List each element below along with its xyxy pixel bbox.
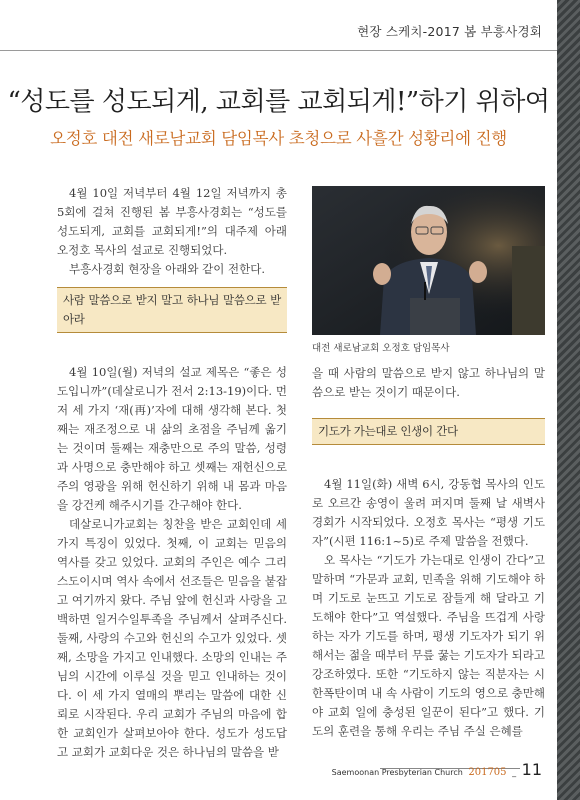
paragraph: 데살로니가교회는 칭찬을 받은 교회인데 세 가지 특징이 있었다. 첫째, 이 교회는 믿음의 역사를 갖고 있었다. 교회의 주인은 예수 그리스도이시며 역사 속에서 선조들은 믿음을 붙잡고 여기까지 왔다. 주님 앞에 헌신과 사랑을 고백하면 일거수일투족을 주님께서 살펴주신다. 둘째, 사랑의 수고와 헌신의 수고가 있었다. 셋째, 소망을 가지고 인내했다. 소망의 인내는 주님의 시간에 이루실 것을 믿고 인내하는 것이다. 이 세 가지 열매의 뿌리는 말씀에 대한 신뢰로 시작된다. 우리 교회가 주님의 마음에 합한 교회인가 살펴보아야 한다. 성도가 성도답고 교회가 교회다운 것은 하나님의 말씀을 받 <box>57 517 287 759</box>
section-label: 현장 스케치-2017 봄 부흥사경회 <box>357 24 542 39</box>
section-heading: 기도가 가는대로 인생이 간다 <box>312 418 545 445</box>
paragraph: 오 목사는 “기도가 가는대로 인생이 간다”고 말하며 “가문과 교회, 민족을 위해 기도해야 하며 기도로 눈뜨고 기도로 잠들게 해 달라고 기도해야 한다”고 역설했다. 주님을 뜨겁게 사랑하는 자가 기도를 하며, 평생 기도자가 되기 위해서는 젊을 때부터 무릎 꿇는 기도자가 되라고 강조하였다. 또한 “기도하지 않는 직분자는 시한폭탄이며 내 속 사람이 기도의 영으로 충만해야 교회 일에 충성된 일꾼이 된다”고 했다. 기도의 훈련을 통해 우리는 주님 주실 은혜를 <box>312 553 546 738</box>
paragraph: 4월 10일 저녁부터 4월 12일 저녁까지 총 5회에 걸쳐 진행된 봄 부흥사경회는 “성도를 성도되게, 교회를 교회되게!”의 대주제 아래 오정호 목사의 설교로 진행되었다. <box>57 186 287 257</box>
article-subtitle: 오정호 대전 새로남교회 담임목사 초청으로 사흘간 성황리에 진행 <box>50 129 507 148</box>
header-rule <box>0 50 557 51</box>
page-footer <box>332 760 542 779</box>
article-title: “성도를 성도되게, 교회를 교회되게!”하기 위하여 <box>7 87 550 117</box>
left-column <box>57 184 287 762</box>
right-column <box>312 364 545 741</box>
paragraph: 4월 10일(월) 저녁의 설교 제목은 “좋은 성도입니까”(데살로니가 전서 2:13-19)이다. 먼저 세 가지 ‘재(再)’자에 대해 생각해 본다. 첫째는 재조정으로 내 삶의 초점을 주님께 옮기는 것이며 둘째는 재충만으로 주의 말씀, 성령과 사명으로 충만해야 하고 셋째는 재헌신으로 주의 영광을 위해 헌신하기 위해 내 몸과 마음을 강건케 해주시기를 간구해야 한다. <box>57 365 287 512</box>
magazine-name: Saemoonan Presbyterian Church <box>331 768 463 777</box>
paragraph: 부흥사경회 현장을 아래와 같이 전한다. <box>69 262 266 276</box>
footer-separator: _ <box>512 768 517 777</box>
side-stripe <box>557 0 580 800</box>
page-number: 11 <box>521 760 542 779</box>
pastor-photo <box>312 186 545 335</box>
photo-caption: 대전 새로남교회 오정호 담임목사 <box>312 343 450 354</box>
section-heading: 사람 말씀으로 받지 말고 하나님 말씀으로 받아라 <box>57 287 287 333</box>
paragraph: 4월 11일(화) 새벽 6시, 강동협 목사의 인도로 오르간 송영이 울려 퍼지며 둘째 날 새벽사경회가 시작되었다. 오정호 목사는 “평생 기도자”(시편 116:1~5)로 주제 말씀을 전했다. <box>312 477 545 548</box>
paragraph: 을 때 사람의 말씀으로 받지 않고 하나님의 말씀으로 받는 것이기 때문이다. <box>312 366 545 399</box>
issue-date: 201705 <box>468 767 507 778</box>
